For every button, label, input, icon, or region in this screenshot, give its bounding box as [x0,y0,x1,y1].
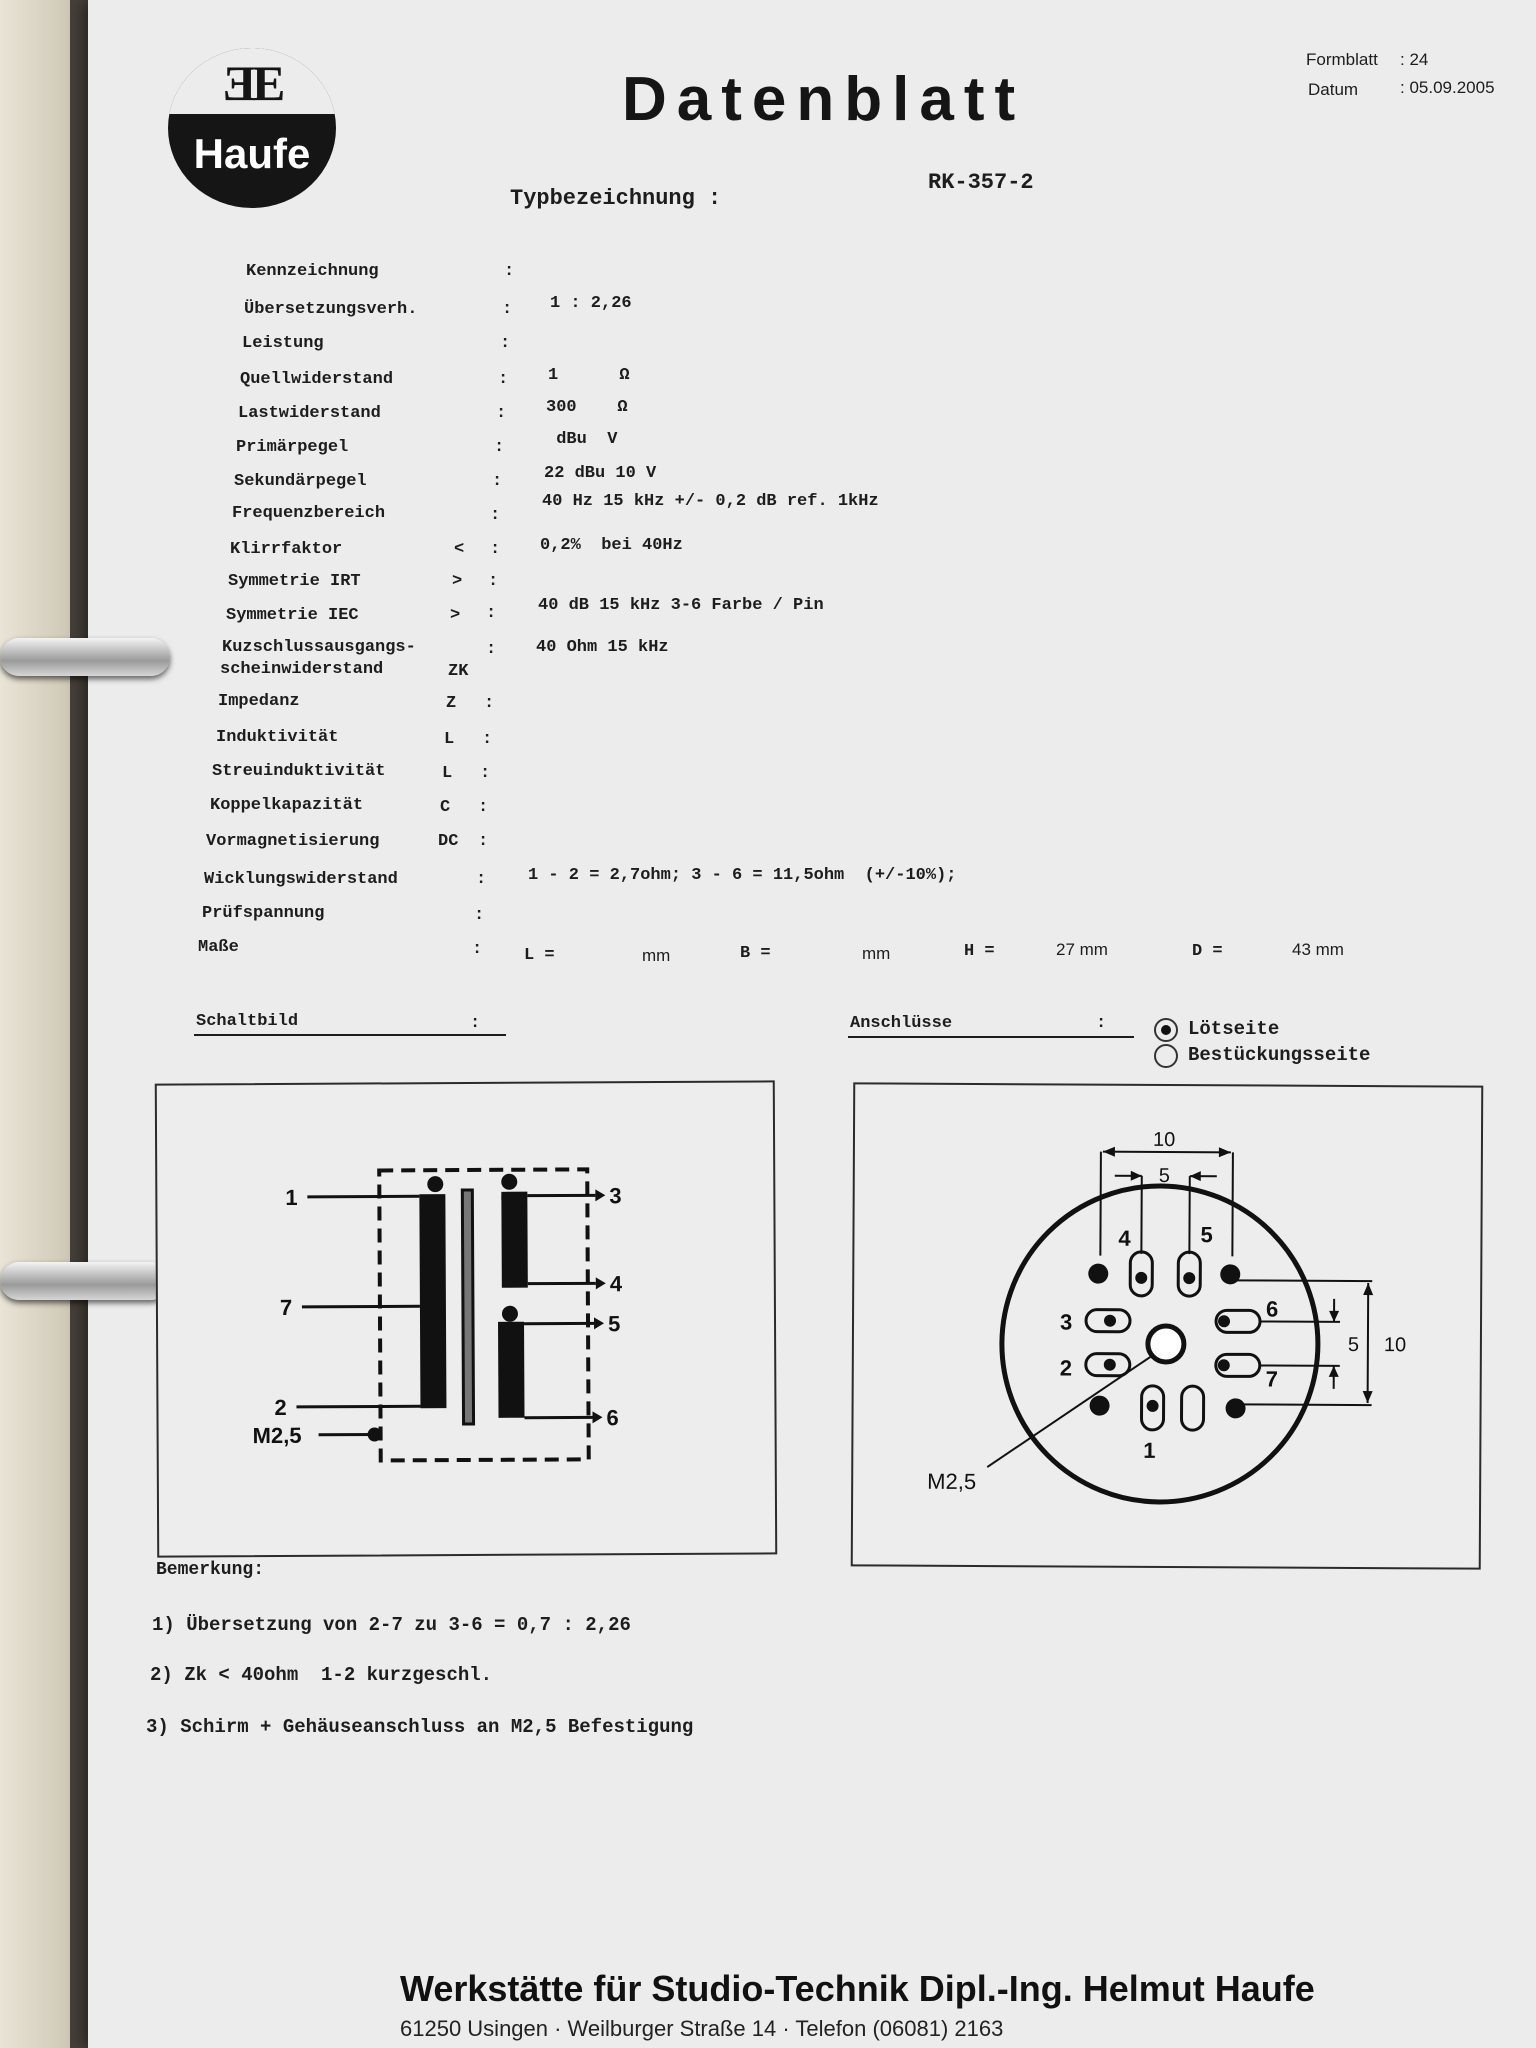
schaltbild-label: Schaltbild [196,1012,299,1031]
dim-label: 5 [1158,1164,1170,1188]
anschluesse-label: Anschlüsse [850,1014,953,1033]
dim-label: 10 [1383,1334,1407,1357]
spec-value: dBu V [546,430,618,449]
transformer-core [462,1190,473,1424]
spec-label: Leistung [242,334,324,353]
center-hole [1148,1326,1184,1362]
kurz-label-line2: scheinwiderstand [220,660,384,679]
masse-h: H = [964,942,995,961]
pin-label: 3 [1059,1309,1073,1335]
bemerkung-label: Bemerkung: [156,1560,265,1580]
kurz-label-line1: Kuzschlussausgangs- [222,638,416,657]
bemerkung-item: 1) Übersetzung von 2-7 zu 3-6 = 0,7 : 2,26 [152,1614,631,1636]
pruef-colon: : [474,906,485,925]
typ-value: RK-357-2 [928,170,1034,195]
spec-colon: : [480,764,491,783]
spec-label: Symmetrie IEC [226,606,359,625]
pin-label: 5 [1200,1222,1213,1248]
spec-label: Klirrfaktor [230,540,343,559]
masse-label: Maße [198,938,239,957]
pruef-label: Prüfspannung [202,904,325,923]
masse-l: L = [524,946,555,965]
radio-bestueckungsseite[interactable] [1154,1044,1178,1068]
lead-pin-2 [296,1406,420,1407]
secondary-winding-lower [498,1322,525,1418]
bemerkung-item: 2) Zk < 40ohm 1-2 kurzgeschl. [150,1664,493,1686]
spec-value: 1 : 2,26 [550,294,632,313]
schematic-pin-label: 4 [609,1271,623,1297]
radio-loetseite[interactable] [1154,1018,1178,1042]
spec-colon: : [500,334,511,353]
spec-sym: < [454,540,465,559]
spec-sym: C [440,798,451,817]
schematic-diagram [157,1082,775,1555]
spec-value: 40 Hz 15 kHz +/- 0,2 dB ref. 1kHz [542,492,879,511]
binder-ring-top [0,638,170,676]
spec-label: Sekundärpegel [234,472,367,491]
spec-sym: DC [438,832,459,851]
logo-wordmark: Haufe [193,130,311,177]
spec-sym: L [444,730,455,749]
spec-colon: : [502,300,513,319]
spec-sym: Z [446,694,457,713]
spec-sym: > [452,572,463,591]
formblatt-value: : 24 [1400,50,1429,69]
pin-label: 4 [1118,1225,1131,1251]
spec-colon: : [492,472,503,491]
anschluesse-underline [848,1036,1134,1038]
spec-label: Streuinduktivität [212,762,386,781]
schaltbild-box [155,1080,777,1557]
polarity-dot [502,1306,518,1322]
schematic-pin-label: 6 [606,1405,619,1431]
spec-colon: : [490,506,501,525]
masse-colon: : [472,940,483,959]
primary-winding [419,1194,446,1408]
masse-l-unit: mm [642,946,671,965]
lead-pin-1 [307,1196,419,1197]
spec-sym: > [450,606,461,625]
spec-value: 22 dBu 10 V [544,464,657,483]
loetseite-label: Lötseite [1188,1018,1280,1040]
kurz-value: 40 Ohm 15 kHz [536,638,669,657]
polarity-dot [427,1176,443,1192]
spec-value: 300 Ω [546,398,628,417]
spec-colon: : [488,572,499,591]
binder-edge [0,0,70,2048]
lead-pin-7 [302,1306,420,1307]
footer-company: Werkstätte für Studio-Technik Dipl.-Ing. Helmut Haufe [400,1968,1315,2009]
spec-colon: : [490,540,501,559]
spec-colon: : [504,262,515,281]
polarity-dot [501,1174,517,1190]
spec-value: 0,2% bei 40Hz [540,536,683,555]
schematic-pin-label: 5 [607,1311,621,1337]
pinout-diagram [853,1084,1482,1567]
masse-d-value: 43 mm [1292,940,1344,959]
datum-value: : 05.09.2005 [1400,78,1495,97]
pin-label: 1 [1143,1437,1156,1463]
spec-label: Übersetzungsverh. [244,300,418,319]
spec-sym: L [442,764,453,783]
masse-d: D = [1192,942,1223,961]
spec-label: Induktivität [216,728,339,747]
spec-colon: : [496,404,507,423]
masse-b: B = [740,944,771,963]
page-title: Datenblatt [622,65,1026,134]
wicklung-colon: : [476,870,487,889]
spec-value: 40 dB 15 kHz 3-6 Farbe / Pin [538,596,824,615]
dim-label: 5 [1347,1333,1360,1357]
formblatt-label: Formblatt [1306,50,1378,69]
spec-colon: : [498,370,509,389]
spec-label: Frequenzbereich [232,504,386,523]
bemerkung-item: 3) Schirm + Gehäuseanschluss an M2,5 Befestigung [146,1716,694,1738]
kurz-sym: ZK [448,662,469,681]
secondary-winding-upper [501,1192,528,1288]
spec-label: Quellwiderstand [240,370,394,389]
typ-label: Typbezeichnung : [510,186,722,211]
schematic-pin-label: 2 [274,1394,287,1421]
spec-colon: : [482,730,493,749]
spec-label: Impedanz [218,692,300,711]
spec-colon: : [486,604,497,623]
anschluesse-box [851,1082,1484,1569]
spec-label: Vormagnetisierung [206,832,380,851]
spec-label: Koppelkapazität [210,796,364,815]
kurz-colon: : [486,640,497,659]
spec-colon: : [494,438,505,457]
spec-value: 1 Ω [548,366,630,385]
schematic-pin-label: 3 [609,1183,622,1209]
schematic-pin-label: 1 [285,1184,298,1210]
bestueckungsseite-label: Bestückungsseite [1188,1044,1371,1066]
spec-colon: : [478,832,489,851]
schematic-pin-label: M2,5 [252,1422,302,1449]
footer-address: 61250 Usingen · Weilburger Straße 14 · Telefon (06081) 2163 [400,2016,1004,2041]
pin-label: 7 [1265,1366,1279,1392]
pin-label: 2 [1059,1355,1073,1381]
wicklung-value: 1 - 2 = 2,7ohm; 3 - 6 = 11,5ohm (+/-10%); [528,866,957,885]
schaltbild-colon: : [470,1014,481,1033]
anschluesse-colon: : [1096,1014,1107,1033]
wicklung-label: Wicklungswiderstand [204,870,398,889]
logo-symbol: ƎE [222,55,282,111]
schaltbild-underline [194,1034,506,1036]
haufe-logo [168,48,336,208]
pin-label: M2,5 [927,1468,977,1495]
masse-b-unit: mm [862,944,891,963]
spec-label: Symmetrie IRT [228,572,361,591]
spec-label: Kennzeichnung [246,262,379,281]
dim-label: 10 [1152,1128,1176,1152]
masse-h-value: 27 mm [1056,940,1108,959]
spec-label: Lastwiderstand [238,404,381,423]
datum-label: Datum [1308,80,1359,99]
pin-label: 6 [1266,1296,1279,1322]
schematic-pin-label: 7 [279,1294,293,1320]
spec-colon: : [484,694,495,713]
binder-ring-bottom [0,1262,170,1300]
spec-label: Primärpegel [236,438,349,457]
spec-colon: : [478,798,489,817]
